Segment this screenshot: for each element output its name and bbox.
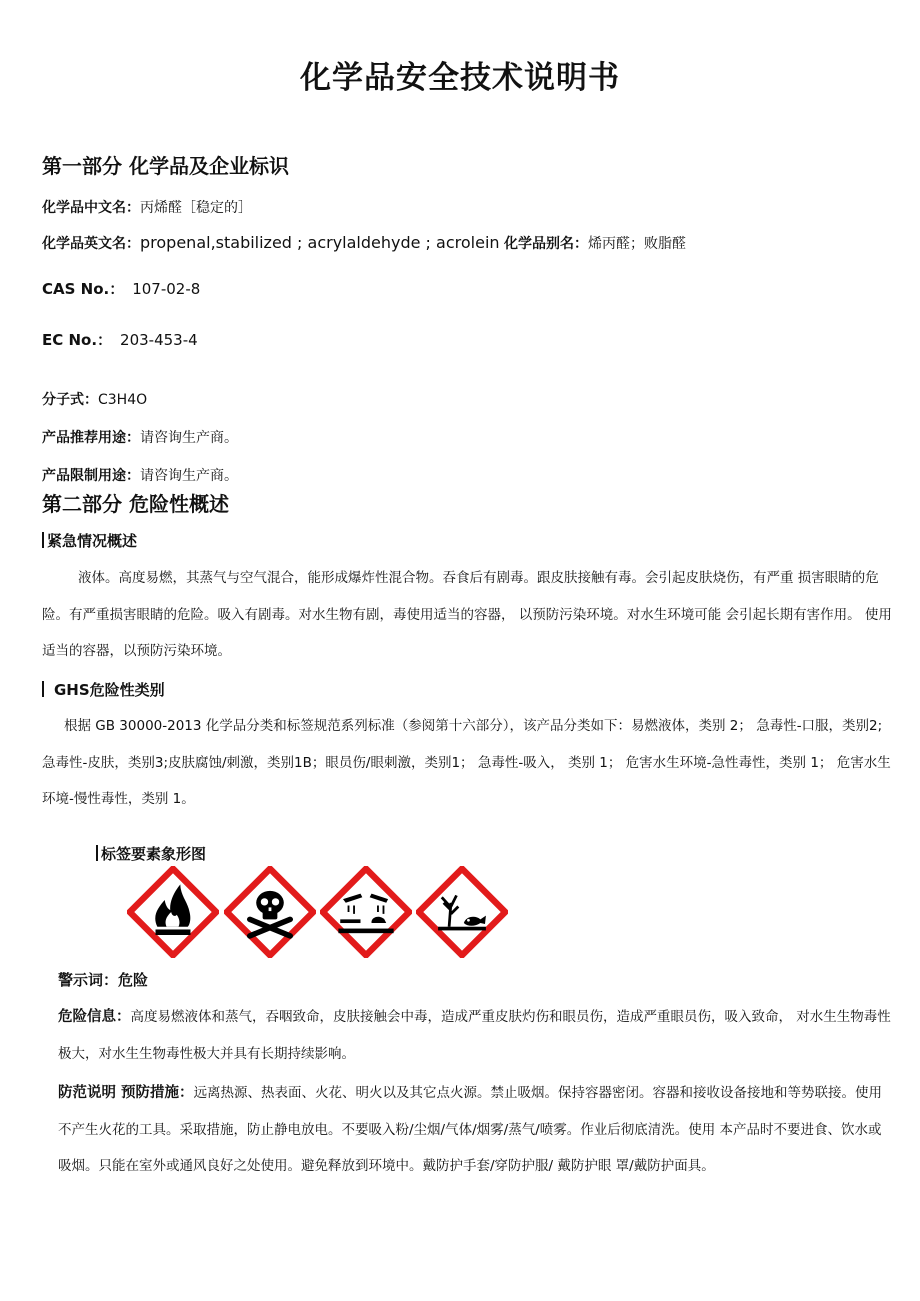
emergency-heading-text: 紧急情况概述 [47,532,138,550]
signal-value: 危险 [118,971,149,989]
ghs-heading [42,679,165,700]
restrict-label: 产品限制用途： [42,468,140,484]
environment-icon [416,866,508,958]
formula-label: 分子式： [42,392,98,408]
part1-heading: 第一部分 化学品及企业标识 [42,154,289,178]
cas-label: CAS No.： [42,280,125,298]
restrict-value: 请咨询生产商。 [140,468,238,484]
heading-bar [96,845,98,861]
hazard-info [58,999,894,1072]
cn-name-row [42,197,252,217]
prevention-info [58,1075,894,1185]
flame-icon [127,866,219,958]
formula-value: C3H4O [98,392,148,408]
heading-bar [42,532,44,548]
document-title: 化学品安全技术说明书 [300,60,620,96]
alias-value: 烯丙醛；败脂醛 [587,236,686,252]
pictogram-heading [96,843,206,864]
corrosion-icon [320,866,412,958]
ghs-heading-text: GHS危险性类别 [54,681,165,699]
alias-label: 化学品别名： [503,236,588,252]
emergency-heading [42,530,137,551]
cas-value: 107-02-8 [132,280,201,298]
signal-label: 警示词： [58,971,119,989]
formula-row [42,389,147,409]
en-name-label: 化学品英文名： [42,236,140,252]
signal-word-row [58,969,148,990]
ec-row [42,329,198,350]
cas-row [42,278,200,299]
prevention-text: 远离热源、热表面、火花、明火以及其它点火源。禁止吸烟。保持容器密闭。容器和接收设备接地和等势联接。使用不产生火花的工具。采取措施，防止静电放电。不要吸入粉/尘烟/气体/烟雾/蒸气/喷雾。作业后彻底清洗。使用 本产品时不要进食、饮水或吸烟。只能在室外或通风良好之处使用。避免释放到环境中。戴防护手套/穿防护服/ 戴防护眼 罩/戴防护面具。 [58,1085,883,1174]
cn-name-label: 化学品中文名： [42,200,140,216]
restrict-row [42,465,238,485]
use-label: 产品推荐用途： [42,430,140,446]
heading-bar [42,681,44,697]
pictogram-heading-text: 标签要素象形图 [101,845,207,863]
en-name-value: propenal,stabilized ; acrylaldehyde ; acrolein [140,233,500,252]
use-value: 请咨询生产商。 [140,430,238,446]
hazard-label: 危险信息： [58,1009,131,1025]
cn-name-value: 丙烯醛［稳定的］ [140,200,252,216]
skull-crossbones-icon [224,866,316,958]
ec-value: 203-453-4 [120,331,198,349]
prevention-label: 防范说明 预防措施： [58,1085,194,1101]
part2-heading: 第二部分 危险性概述 [42,492,229,516]
use-row [42,427,238,447]
ghs-text: 根据 GB 30000-2013 化学品分类和标签规范系列标准（参阅第十六部分），该产品分类如下：易燃液体，类别 2； 急毒性-口服，类别2;急毒性-皮肤，类别3;皮肤腐蚀/刺激，类别1B；眼员伤/眼刺激，类别1； 急毒性-吸入， 类别 1； 危害水生环境-急性毒性，类别 1； 危害水生环境-慢性毒性，类别 1。 [42,718,891,807]
en-name-row [42,233,686,253]
ec-label: EC No.： [42,331,113,349]
hazard-text: 高度易燃液体和蒸气，吞咽致命，皮肤接触会中毒，造成严重皮肤灼伤和眼员伤，造成严重眼员伤，吸入致命， 对水生生物毒性极大，对水生生物毒性极大并具有长期持续影响。 [58,1009,891,1062]
emergency-text: 液体。高度易燃，其蒸气与空气混合，能形成爆炸性混合物。吞食后有剧毒。跟皮肤接触有毒。会引起皮肤烧伤，有严重 损害眼睛的危险。有严重损害眼睛的危险。吸入有剧毒。对水生物有剧，毒使用适当的容器， 以预防污染环境。对水生环境可能 会引起长期有害作用。 使用适当的容器，以预防污染环境。 [42,570,892,659]
